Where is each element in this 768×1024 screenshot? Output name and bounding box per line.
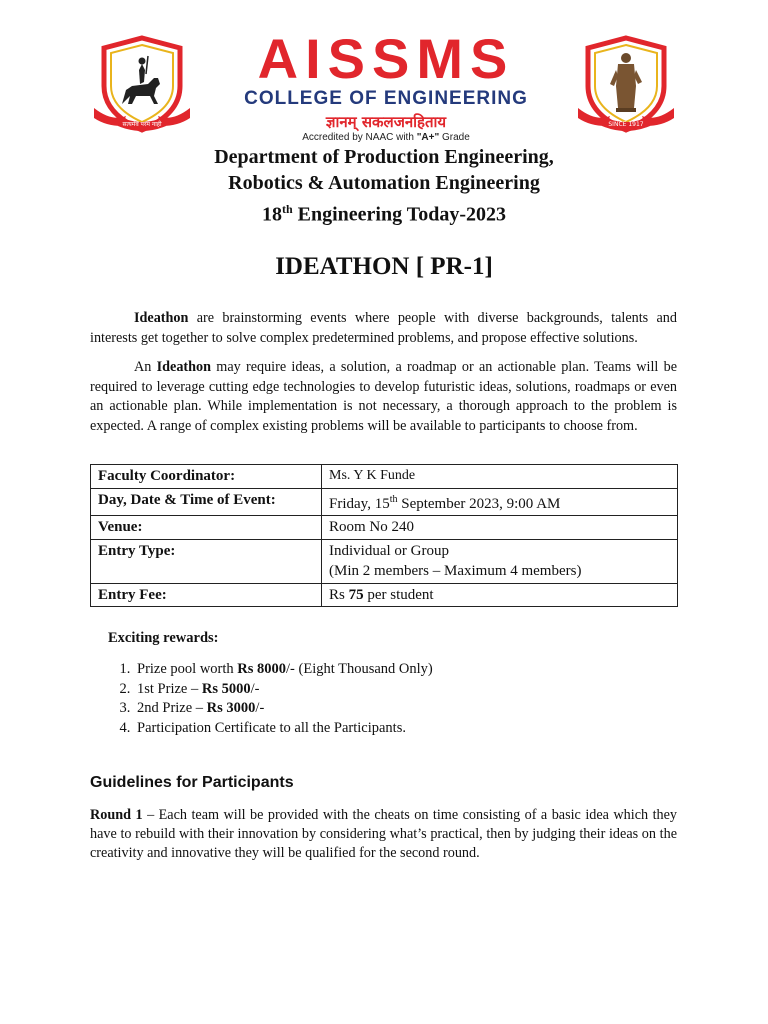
department-line-1: Department of Production Engineering, <box>214 146 554 168</box>
brand-name: AISSMS <box>257 27 515 90</box>
list-item: 2. 1st Prize – Rs 5000/- <box>134 680 433 700</box>
faculty-label: Faculty Coordinator: <box>91 465 322 489</box>
shivaji-horse-emblem-icon <box>92 34 192 134</box>
faculty-value: Ms. Y K Funde <box>322 465 678 489</box>
event-details-table <box>90 464 678 607</box>
date-label: Day, Date & Time of Event: <box>91 488 322 516</box>
list-item: 1. Prize pool worth Rs 8000/- (Eight Thousand Only) <box>134 660 433 680</box>
event-title: IDEATHON [ PR-1] <box>275 253 493 280</box>
svg-text:सत्यमेव परम नाही: सत्यमेव परम नाही <box>122 121 162 128</box>
entry-fee-value: Rs 75 per student <box>322 583 678 607</box>
intro-paragraph-2: An Ideathon may require ideas, a solution, a roadmap or an actionable plan. Teams will be required to leverage cutting edge technologies to develop futuristic ideas, solutions, roadmaps or even an actionable plan. While implementation is not necessary, a thorough approach to the problem is expected. A range of complex existing problems will be available to participants to choose from. <box>90 359 677 434</box>
founder-statue-emblem-icon <box>576 34 676 134</box>
entry-type-value: Individual or Group (Min 2 members – Maximum 4 members) <box>322 539 678 583</box>
accreditation-line: Accredited by NAAC with "A+" Grade <box>302 132 470 143</box>
brand-subtitle: COLLEGE OF ENGINEERING <box>244 88 528 109</box>
table-row <box>91 516 678 540</box>
list-item: 4. Participation Certificate to all the Participants. <box>134 719 433 739</box>
brand-motto: ज्ञानम् सकलजनहिताय <box>325 113 447 131</box>
department-line-2: Robotics & Automation Engineering <box>228 172 540 194</box>
svg-text:SINCE 1917: SINCE 1917 <box>608 121 644 128</box>
list-item: 3. 2nd Prize – Rs 3000/- <box>134 699 433 719</box>
venue-label: Venue: <box>91 516 322 540</box>
intro-paragraph-1: Ideathon are brainstorming events where people with diverse backgrounds, talents and interests get together to solve complex predetermined problems, and propose effective solutions. <box>90 310 677 346</box>
rewards-list <box>112 660 433 738</box>
venue-value: Room No 240 <box>322 516 678 540</box>
rewards-heading: Exciting rewards: <box>108 630 219 646</box>
table-row <box>91 488 678 516</box>
table-row <box>91 465 678 489</box>
date-value: Friday, 15th September 2023, 9:00 AM <box>322 488 678 516</box>
entry-fee-label: Entry Fee: <box>91 583 322 607</box>
table-row <box>91 583 678 607</box>
department-heading <box>0 144 768 228</box>
guidelines-heading: Guidelines for Participants <box>90 774 294 791</box>
entry-type-label: Entry Type: <box>91 539 322 583</box>
round-1-paragraph: Round 1 – Each team will be provided with the cheats on time consisting of a basic idea which they have to rebuild with their innovation by considering what’s practical, then by judging their ideas on the creativity and innovative they will be qualified for the second round. <box>90 807 678 861</box>
table-row <box>91 539 678 583</box>
event-edition-line: 18th Engineering Today-2023 <box>261 202 507 226</box>
college-logo <box>236 27 536 144</box>
